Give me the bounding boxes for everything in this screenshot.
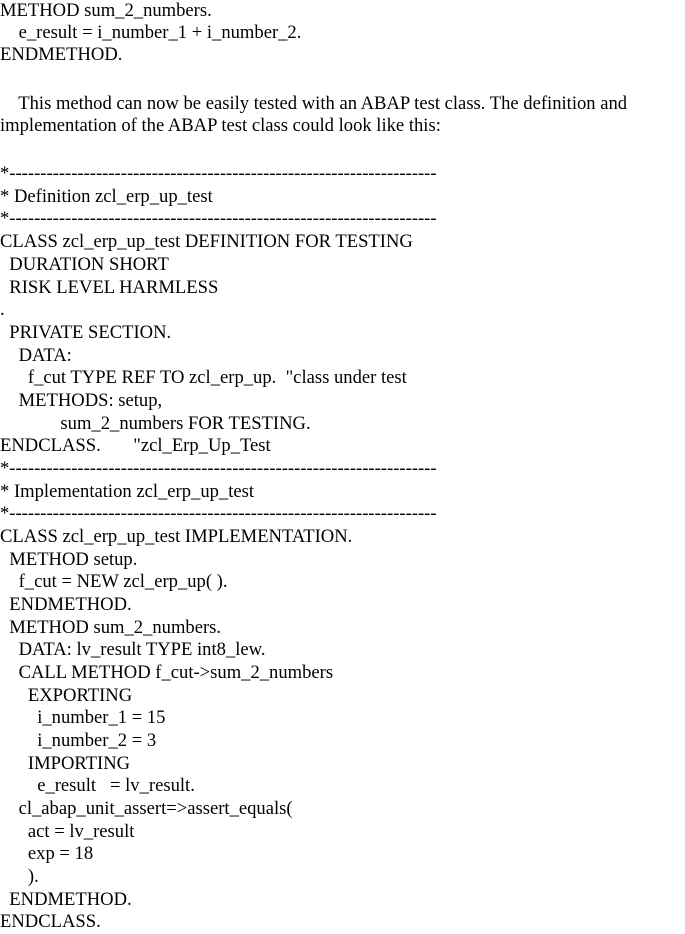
code-line: sum_2_numbers FOR TESTING. [0,413,311,434]
code-line: DURATION SHORT [0,254,169,275]
code-line: ENDMETHOD. [0,594,132,615]
code-line: METHOD sum_2_numbers. [0,617,222,638]
code-line: f_cut = NEW zcl_erp_up( ). [0,571,228,592]
code-line: i_number_1 = 15 [0,707,166,728]
code-line: e_result = i_number_1 + i_number_2. [0,22,302,43]
code-line: i_number_2 = 3 [0,730,157,751]
paragraph-line: implementation of the ABAP test class could look like this: [0,115,441,136]
code-line: METHOD setup. [0,549,138,570]
code-line: ENDCLASS. [0,911,101,932]
comment-line: *--------------------------------------------------------------------- [0,163,437,184]
code-line: ENDMETHOD. [0,44,123,65]
code-line: e_result = lv_result. [0,775,195,796]
comment-line: * Implementation zcl_erp_up_test [0,481,255,502]
comment-line: *--------------------------------------------------------------------- [0,208,437,229]
paragraph-line: This method can now be easily tested with an ABAP test class. The definition and [0,93,628,114]
code-line: act = lv_result [0,821,135,842]
comment-line: *--------------------------------------------------------------------- [0,458,437,479]
comment-line: * Definition zcl_erp_up_test [0,186,213,207]
code-line: CLASS zcl_erp_up_test IMPLEMENTATION. [0,526,353,547]
code-line: IMPORTING [0,753,131,774]
code-line: METHOD sum_2_numbers. [0,0,212,21]
code-line: ENDCLASS. "zcl_Erp_Up_Test [0,435,271,456]
code-line: DATA: lv_result TYPE int8_lew. [0,639,266,660]
code-line: RISK LEVEL HARMLESS [0,277,219,298]
code-line: . [0,299,5,320]
comment-line: *--------------------------------------------------------------------- [0,503,437,524]
code-line: CALL METHOD f_cut->sum_2_numbers [0,662,334,683]
code-line: f_cut TYPE REF TO zcl_erp_up. "class under test [0,367,407,388]
code-line: CLASS zcl_erp_up_test DEFINITION FOR TESTING [0,231,413,252]
code-line: PRIVATE SECTION. [0,322,172,343]
code-line: METHODS: setup, [0,390,163,411]
code-line: cl_abap_unit_assert=>assert_equals( [0,798,293,819]
code-line: ). [0,866,39,887]
code-line: ENDMETHOD. [0,889,132,910]
code-line: EXPORTING [0,685,133,706]
code-line: exp = 18 [0,843,94,864]
code-line: DATA: [0,345,72,366]
